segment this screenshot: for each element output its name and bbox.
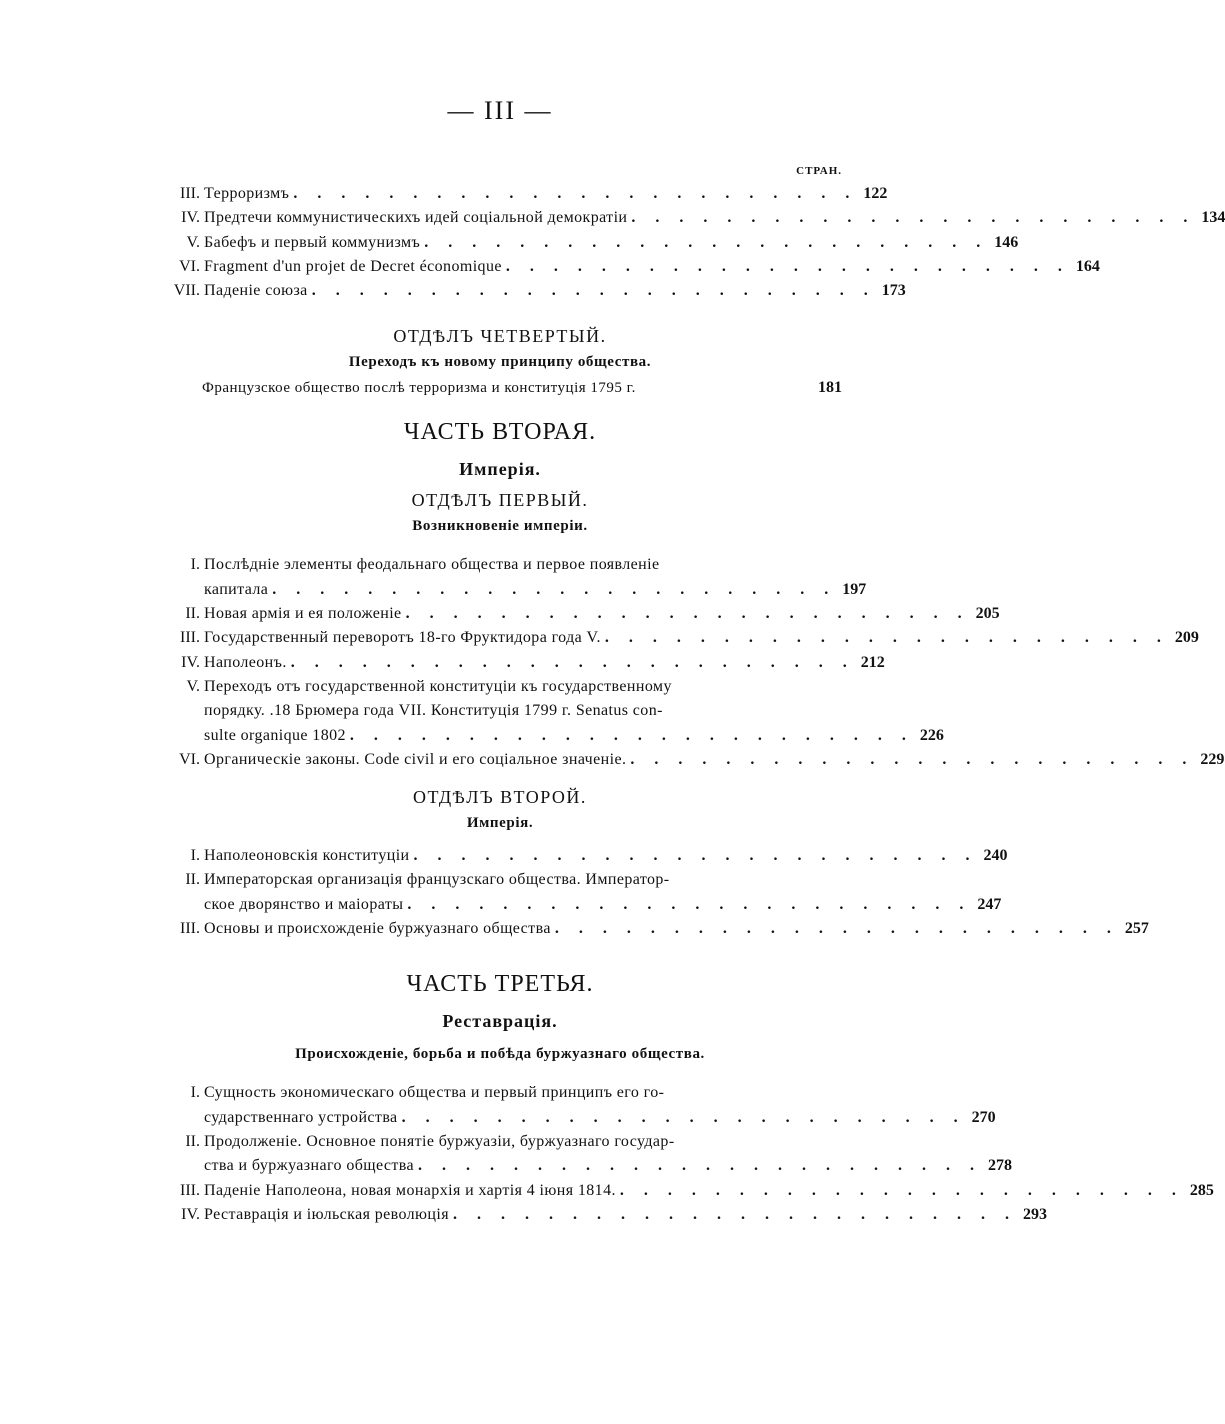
toc-entry-text: ства и буржуазнаго общества (204, 1157, 415, 1175)
toc-entry-text: Бабефъ и первый коммунизмъ (204, 233, 421, 251)
toc-entry-page: 247 (977, 895, 1002, 913)
part-subtitle-2: Имперія. (459, 459, 541, 480)
toc-entry-line (204, 868, 1001, 892)
toc-entry-text: sulte organique 1802 (204, 726, 346, 744)
toc-entry-line (204, 1130, 1012, 1154)
toc-entry (158, 206, 1225, 230)
toc-entry-page: 257 (1124, 920, 1149, 938)
toc-entry-number: II. (185, 1132, 200, 1150)
toc-entry-page: 164 (1075, 257, 1100, 275)
toc-entry-number: V. (186, 233, 200, 251)
toc-entry-line (204, 675, 944, 699)
toc-entry (158, 1081, 996, 1130)
toc-entry-number: II. (185, 605, 200, 623)
toc-entry-number: IV. (181, 653, 200, 671)
part-title-3: ЧАСТЬ ТРЕТЬЯ. (406, 971, 594, 998)
toc-entry-number: I. (190, 556, 200, 574)
table-of-contents (158, 160, 1225, 1227)
toc-entry-number: III. (180, 1181, 200, 1199)
toc-entry-line (204, 1154, 1012, 1178)
toc-entry-number: III. (180, 185, 200, 202)
toc-entry (158, 844, 1008, 868)
toc-entry-body (204, 651, 885, 675)
toc-entry-page: 205 (975, 605, 1000, 623)
toc-entry-line (204, 626, 1199, 650)
section-subtitle-otdel2: Имперія. (466, 815, 534, 832)
toc-entry-page: 134 (1201, 209, 1225, 227)
toc-entry (158, 279, 906, 303)
dot-leader (414, 844, 970, 868)
toc-entry (158, 675, 944, 748)
toc-entry-line (204, 279, 906, 303)
toc-entry-page: 270 (971, 1108, 996, 1126)
toc-entry (158, 255, 1100, 279)
toc-entry-line (204, 917, 1149, 941)
toc-entry-text: Паденіе союза (204, 282, 308, 300)
toc-entry (158, 553, 867, 602)
dot-leader (453, 1203, 1009, 1227)
toc-entry-body (204, 602, 1000, 626)
toc-entry-number: I. (190, 1084, 200, 1102)
toc-entry (158, 651, 885, 675)
toc-entry-text: Предтечи коммунистическихъ идей соціальной демократіи (204, 209, 628, 227)
dot-leader (402, 1106, 958, 1130)
toc-entry-line (204, 1106, 996, 1130)
toc-entry-page: 173 (881, 282, 906, 300)
toc-entry-number: IV. (181, 209, 200, 227)
toc-entry (158, 1179, 1214, 1203)
toc-entry-text: Послѣдніе элементы феодальнаго общества и первое появленіе (204, 556, 660, 574)
toc-entry-number: VII. (173, 282, 200, 300)
dot-leader (350, 724, 906, 748)
toc-entry-text: Паденіе Наполеона, новая монархія и хартія 4 іюня 1814. (204, 1181, 616, 1199)
toc-entry-line (204, 1179, 1214, 1203)
toc-entry-body (204, 182, 887, 206)
toc-entry (158, 182, 888, 206)
dot-leader (272, 578, 828, 602)
toc-entry-text: Наполеоновскія конституціи (204, 847, 410, 865)
toc-entry-number: III. (180, 629, 200, 647)
toc-group-part2-otdel2 (158, 844, 1149, 941)
toc-entry-number: VI. (179, 257, 200, 275)
toc-entry-line (204, 651, 885, 675)
toc-entry-page: 293 (1022, 1205, 1047, 1223)
page-column-label: СТРАН. (796, 165, 842, 177)
dot-leader (406, 602, 962, 626)
toc-entry-line (204, 699, 944, 723)
toc-entry-page: 181 (818, 379, 842, 397)
toc-entry-line (204, 553, 866, 577)
toc-entry-body (204, 844, 1008, 868)
toc-entry-page: 278 (988, 1157, 1013, 1175)
toc-entry-text: Основы и происхожденіе буржуазнаго общества (204, 920, 551, 938)
toc-entry-body (204, 748, 1224, 772)
section-title-otdel2: ОТДѢЛЪ ВТОРОЙ. (413, 787, 587, 808)
dot-leader (605, 626, 1161, 650)
toc-group-part3 (158, 1081, 1214, 1227)
toc-entry-page: 229 (1200, 750, 1225, 768)
page-number: — III — (447, 96, 553, 125)
toc-entry-text: ское дворянство и маіораты (204, 895, 404, 913)
part-title-2: ЧАСТЬ ВТОРАЯ. (403, 419, 597, 446)
dot-leader (291, 651, 847, 675)
dot-leader (407, 893, 963, 917)
toc-entry-text: Терроризмъ (204, 185, 290, 202)
toc-entry-line (204, 724, 944, 748)
toc-entry-line (204, 578, 866, 602)
toc-entry-body (204, 279, 906, 303)
toc-entry (158, 626, 1199, 650)
toc-entry-body (204, 231, 1018, 255)
section-subtitle-otdel1: Возникновеніе имперіи. (412, 518, 588, 535)
toc-group-part2-otdel1 (158, 553, 1225, 772)
toc-entry-number: IV. (181, 1205, 200, 1223)
toc-entry-body (204, 917, 1149, 941)
toc-entry-line (204, 182, 887, 206)
toc-entry-number: V. (186, 677, 200, 695)
toc-entry-page: 212 (860, 653, 885, 671)
toc-entry-line (204, 748, 1224, 772)
section-subtitle-otdel4: Переходъ къ новому принципу общества. (348, 354, 652, 371)
dot-leader (312, 279, 868, 303)
toc-entry-text: Французское общество послѣ терроризма и конституція 1795 г. (202, 380, 636, 397)
section-title-otdel1: ОТДѢЛЪ ПЕРВЫЙ. (411, 490, 589, 511)
section-title-otdel4: ОТДѢЛЪ ЧЕТВЕРТЫЙ. (393, 326, 607, 347)
toc-entry-line (204, 844, 1008, 868)
toc-entry-text: Новая армія и ея положеніе (204, 605, 402, 623)
toc-entry-body (204, 675, 944, 748)
dot-leader (293, 182, 849, 206)
dot-leader (630, 748, 1186, 772)
dot-leader (418, 1154, 974, 1178)
dot-leader (620, 1179, 1176, 1203)
toc-entry-body (204, 868, 1001, 917)
toc-entry (158, 917, 1149, 941)
toc-entry (158, 231, 1019, 255)
toc-entry-line (204, 255, 1100, 279)
toc-entry-page: 122 (863, 185, 888, 202)
toc-entry-text: Продолженіе. Основное понятіе буржуазіи, буржуазнаго государ- (204, 1132, 675, 1150)
dot-leader (506, 255, 1062, 279)
toc-entry-page: 146 (994, 233, 1019, 251)
toc-entry-page: 226 (919, 726, 944, 744)
dot-leader (631, 206, 1187, 230)
toc-entry-number: I. (190, 847, 200, 865)
toc-entry-body (204, 255, 1100, 279)
part-subtitle-3: Реставрація. (442, 1011, 558, 1032)
toc-entry-body (204, 1130, 1012, 1179)
toc-entry-line (204, 893, 1001, 917)
toc-entry-line (204, 1081, 996, 1105)
toc-entry-number: VI. (179, 750, 200, 768)
toc-entry-line (204, 231, 1018, 255)
dot-leader (555, 917, 1111, 941)
toc-entry (158, 748, 1225, 772)
toc-entry-body (204, 1179, 1214, 1203)
section-subtitle-part3: Происхожденіе, борьба и побѣда буржуазнаго общества. (295, 1046, 705, 1063)
toc-entry-body (204, 206, 1225, 230)
toc-entry-page: 209 (1174, 629, 1199, 647)
toc-entry-text: Наполеонъ. (204, 653, 287, 671)
toc-entry (158, 1203, 1047, 1227)
toc-entry-line (204, 206, 1225, 230)
toc-entry-body (204, 1081, 996, 1130)
toc-entry-number: III. (180, 920, 200, 938)
toc-entry-text: Сущность экономическаго общества и первый принципъ его го- (204, 1084, 665, 1102)
toc-entry-page: 197 (842, 580, 867, 598)
toc-entry-text: порядку. .18 Брюмера года VII. Конституція 1799 г. Senatus con- (204, 702, 663, 720)
toc-entry-page: 285 (1189, 1181, 1214, 1199)
toc-entry-body (204, 1203, 1047, 1227)
toc-entry-line (204, 1203, 1047, 1227)
toc-entry-body (204, 626, 1199, 650)
toc-entry (158, 1130, 1013, 1179)
toc-group-top (158, 182, 1225, 303)
toc-entry-page: 240 (983, 847, 1008, 865)
toc-entry-text: Органическіе законы. Code civil и его соціальное значеніе. (204, 750, 627, 768)
toc-entry (158, 868, 1002, 917)
toc-entry-text: капитала (204, 580, 269, 598)
toc-entry-text: сударственнаго устройства (204, 1108, 398, 1126)
toc-entry-text: Государственный переворотъ 18-го Фруктидора года V. (204, 629, 601, 647)
toc-entry-body (204, 553, 866, 602)
toc-entry-number: II. (185, 871, 200, 889)
toc-entry-otdel4 (158, 375, 842, 401)
toc-entry (158, 602, 1000, 626)
dot-leader (424, 231, 980, 255)
toc-entry-text: Реставрація и іюльская революція (204, 1205, 449, 1223)
toc-entry-text: Императорская организація французскаго общества. Император- (204, 871, 670, 889)
toc-entry-text: Переходъ отъ государственной конституціи къ государственному (204, 677, 672, 695)
toc-entry-line (204, 602, 1000, 626)
toc-entry-text: Fragment d'un projet de Decret économique (204, 257, 502, 275)
